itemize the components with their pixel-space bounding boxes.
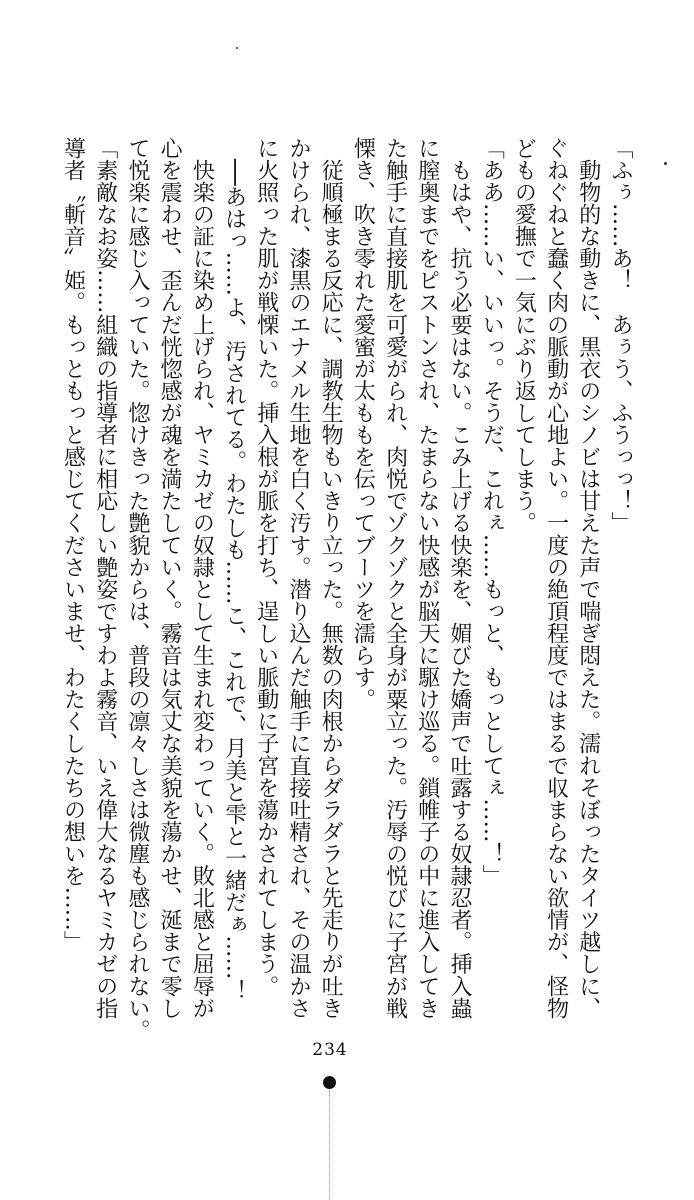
text-line: ぐねぐねと蠢く肉の脈動が心地よい。一度の絶頂程度ではまるで収まらない欲情が、怪物 (543, 137, 569, 1019)
text-line: に膣奥までをピストンされ、たまらない快感が脳天に駆け巡る。鎖帷子の中に進入してき (414, 137, 440, 1019)
text-line: 「素敵なお姿……組織の指導者に相応しい艶姿ですわよ霧音、いえ偉大なるヤミカゼの指 (92, 137, 118, 1019)
text-line: た触手に直接肌を可愛がられ、肉悦でゾクゾクと全身が粟立った。汚辱の悦びに子宮が戦 (382, 137, 408, 1019)
text-line: ──あはっ……よ、汚されてる。わたしも……こ、これで、月美と雫と一緒だぁ……！ (221, 137, 247, 1002)
text-line: かけられ、漆黒のエナメル生地を白く汚す。潜り込んだ触手に直接吐精され、その温かさ (285, 137, 311, 1019)
text-line: 心を震わせ、歪んだ恍惚感が魂を満たしていく。霧音は気丈な美貌を蕩かせ、涎まで零し (157, 137, 183, 1019)
page-number: 234 (312, 1040, 348, 1060)
text-line: に火照った肌が戦慄いた。挿入根が脈を打ち、逞しい脈動に子宮を蕩かされてしまう。 (253, 137, 279, 997)
text-line: 「ああ……い、いいっ。そうだ、これぇ……もっと、もっとしてぇ……！」 (479, 137, 505, 887)
text-line: 従順極まる反応に、調教生物もいきり立った。無数の肉根からダラダラと先走りが吐き (318, 137, 344, 1019)
text-line: て悦楽に感じ入っていた。惚けきった艶貌からは、普段の凛々しさは微塵も感じられない。 (124, 137, 150, 1042)
text-line: もはや、抗う必要はない。こみ上げる快楽を、媚びた嬌声で吐露する奴隷忍者。挿入蟲 (446, 137, 472, 1019)
body-text (56, 137, 636, 1047)
scan-speck (664, 162, 667, 165)
page-marker-dot (323, 1076, 336, 1089)
text-line: 快楽の証に染め上げられ、ヤミカゼの奴隷として生まれ変わっていく。敗北感と屈辱が (189, 137, 215, 1019)
page-marker-line (329, 1090, 331, 1200)
text-line: どもの愛撫で一気にぶり返してしまう。 (511, 137, 537, 534)
text-line: 導者〝斬音〟姫。もっともっと感じてくださいませ、わたくしたちの想いを……」 (60, 137, 86, 953)
text-line: 慄き、吹き零れた愛蜜が太ももを伝ってブーツを濡らす。 (350, 137, 376, 711)
scan-speck (236, 47, 238, 49)
text-line: 動物的な動きに、黒衣のシノビは甘えた声で喘ぎ悶えた。濡れそぼったタイツ越しに、 (575, 137, 601, 1019)
text-line: 「ふぅ……あ！ あぅう、ふうっっ！」 (608, 137, 633, 534)
